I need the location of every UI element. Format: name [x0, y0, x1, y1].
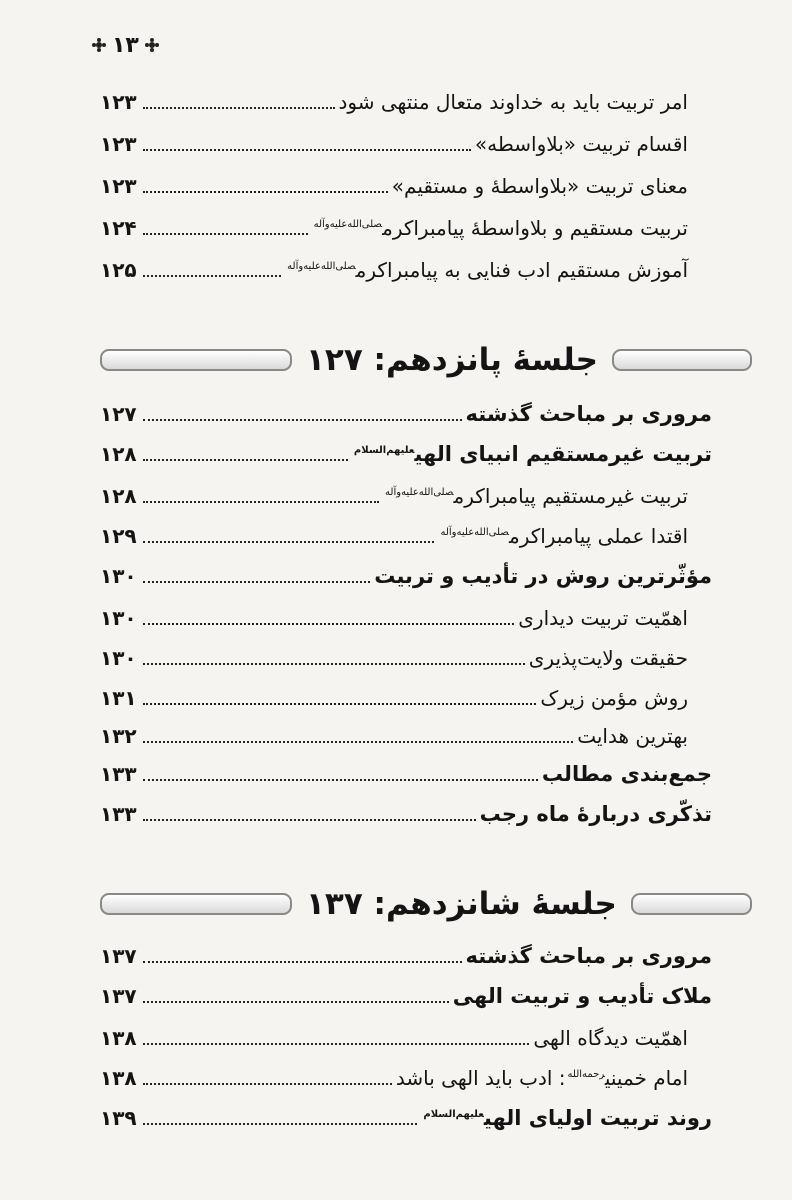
leader-dots — [143, 501, 379, 503]
toc-entry-title: مروری بر مباحث گذشته — [465, 402, 712, 426]
toc-entry-page: ۱۳۰ — [100, 606, 137, 630]
decorative-bar — [100, 893, 292, 915]
leader-dots — [143, 541, 435, 543]
toc-entry-page: ۱۳۳ — [100, 762, 137, 786]
decorative-bar — [100, 349, 292, 371]
toc-entry-title — [396, 1066, 688, 1090]
toc-entry-page: ۱۳۲ — [100, 724, 137, 748]
flower-ornament-icon — [92, 38, 106, 52]
toc-entry-title — [438, 524, 688, 548]
toc-entry-title: مؤثّرترین روش در تأدیب و تربیت — [374, 564, 712, 588]
toc-entry-title: اهمّیت دیدگاه الهی — [533, 1026, 688, 1050]
toc-entry-page: ۱۳۱ — [100, 686, 137, 710]
leader-dots — [143, 233, 308, 235]
decorative-bar — [612, 349, 752, 371]
toc-entry[interactable] — [100, 82, 712, 122]
session-heading-text: جلسهٔ شانزدهم: ۱۳۷ — [306, 886, 617, 922]
toc-entry[interactable] — [100, 936, 712, 976]
toc-entry-title — [383, 484, 688, 508]
toc-entry[interactable] — [100, 250, 712, 290]
session-heading — [100, 336, 752, 384]
toc-entry-title: معنای تربیت «بلاواسطهٔ و مستقیم» — [391, 174, 688, 198]
honorific-mark: علیهم‌السلام — [353, 445, 415, 456]
honorific-mark: صلی‌الله‌علیه‌وآله — [287, 261, 356, 273]
toc-entry-title — [285, 258, 688, 282]
toc-entry[interactable] — [100, 716, 712, 756]
leader-dots — [143, 1083, 392, 1085]
toc-entry[interactable] — [100, 598, 712, 638]
toc-entry-title — [312, 216, 688, 240]
decorative-bar — [631, 893, 752, 915]
toc-entry-title-text: تربیت غیرمستقیم انبیای الهی — [414, 442, 712, 466]
toc-entry-page: ۱۳۷ — [100, 984, 137, 1008]
toc-entry-page: ۱۲۳ — [100, 90, 137, 114]
toc-entry-title: حقیقت ولایت‌پذیری — [528, 646, 688, 670]
toc-entry-page: ۱۳۰ — [100, 646, 137, 670]
toc-entry[interactable] — [100, 434, 712, 474]
toc-entry-title: اهمّیت تربیت دیداری — [518, 606, 688, 630]
leader-dots — [143, 741, 574, 743]
toc-entry-page: ۱۲۳ — [100, 132, 137, 156]
toc-entry-title-text: آموزش مستقیم ادب فنایی به پیامبراکرم — [355, 258, 688, 282]
toc-entry[interactable] — [100, 166, 712, 206]
toc-entry-page: ۱۳۹ — [100, 1106, 137, 1130]
toc-entry-title-text: روند تربیت اولیای الهی — [483, 1106, 712, 1130]
leader-dots — [143, 663, 525, 665]
toc-entry-page: ۱۲۷ — [100, 402, 137, 426]
toc-entry-page: ۱۳۸ — [100, 1026, 137, 1050]
toc-entry[interactable] — [100, 754, 712, 794]
toc-entry-title-suffix: : ادب باید الهی باشد — [395, 1066, 566, 1090]
leader-dots — [143, 275, 282, 277]
leader-dots — [143, 623, 515, 625]
toc-entry-title-text: اقتدا عملی پیامبراکرم — [508, 524, 688, 548]
leader-dots — [143, 419, 462, 421]
toc-entry[interactable] — [100, 638, 712, 678]
toc-entry[interactable] — [100, 394, 712, 434]
toc-entry-page: ۱۲۹ — [100, 524, 137, 548]
toc-entry[interactable] — [100, 476, 712, 516]
page-number-text: ۱۳ — [112, 32, 139, 58]
toc-entry-page: ۱۳۷ — [100, 944, 137, 968]
toc-entry[interactable] — [100, 556, 712, 596]
toc-entry-title-text: امام خمینی — [604, 1066, 688, 1090]
honorific-mark: رحمه‌الله — [567, 1069, 605, 1081]
leader-dots — [143, 1123, 418, 1125]
leader-dots — [143, 191, 388, 193]
leader-dots — [143, 819, 476, 821]
session-heading-text: جلسهٔ پانزدهم: ۱۲۷ — [306, 342, 599, 378]
toc-entry-page: ۱۲۸ — [100, 442, 137, 466]
toc-entry-page: ۱۲۸ — [100, 484, 137, 508]
toc-entry-title: تذکّری دربارهٔ ماه رجب — [479, 802, 712, 826]
honorific-mark: صلی‌الله‌علیه‌وآله — [313, 219, 383, 231]
toc-entry-title: روش مؤمن زیرک — [540, 686, 688, 710]
leader-dots — [143, 1001, 449, 1003]
toc-entry-page: ۱۳۳ — [100, 802, 137, 826]
toc-entry[interactable] — [100, 678, 712, 718]
toc-entry[interactable] — [100, 1018, 712, 1058]
toc-entry[interactable] — [100, 124, 712, 164]
toc-entry[interactable] — [100, 1058, 712, 1098]
toc-entry-title: اقسام تربیت «بلاواسطه» — [474, 132, 688, 156]
toc-entry-page: ۱۲۴ — [100, 216, 137, 240]
toc-entry[interactable] — [100, 516, 712, 556]
toc-entry-title: ملاک تأدیب و تربیت الهی — [452, 984, 712, 1008]
leader-dots — [143, 581, 371, 583]
toc-entry[interactable] — [100, 208, 712, 248]
leader-dots — [143, 703, 537, 705]
leader-dots — [143, 149, 471, 151]
toc-entry-page: ۱۲۳ — [100, 174, 137, 198]
leader-dots — [143, 107, 335, 109]
toc-entry-title: مروری بر مباحث گذشته — [465, 944, 712, 968]
leader-dots — [143, 459, 348, 461]
flower-ornament-icon — [145, 38, 159, 52]
honorific-mark: علیهم‌السلام — [423, 1109, 484, 1120]
honorific-mark: صلی‌الله‌علیه‌وآله — [385, 487, 454, 499]
toc-entry-title: امر تربیت باید به خداوند متعال منتهی شود — [338, 90, 688, 114]
toc-entry[interactable] — [100, 1098, 712, 1138]
page-number — [92, 28, 159, 62]
toc-entry[interactable] — [100, 794, 712, 834]
session-heading — [100, 880, 752, 928]
toc-entry[interactable] — [100, 976, 712, 1016]
toc-entry-title: بهترین هدایت — [577, 724, 688, 748]
toc-entry-title — [421, 1106, 712, 1130]
toc-entry-page: ۱۳۰ — [100, 564, 137, 588]
leader-dots — [143, 961, 462, 963]
toc-entry-title-text: تربیت مستقیم و بلاواسطهٔ پیامبراکرم — [382, 216, 688, 240]
toc-entry-title: جمع‌بندی مطالب — [541, 762, 712, 786]
toc-entry-page: ۱۳۸ — [100, 1066, 137, 1090]
honorific-mark: صلی‌الله‌علیه‌وآله — [440, 527, 509, 539]
leader-dots — [143, 779, 538, 781]
toc-entry-title-text: تربیت غیرمستقیم پیامبراکرم — [453, 484, 688, 508]
toc-entry-page: ۱۲۵ — [100, 258, 137, 282]
leader-dots — [143, 1043, 530, 1045]
toc-entry-title — [352, 442, 712, 466]
